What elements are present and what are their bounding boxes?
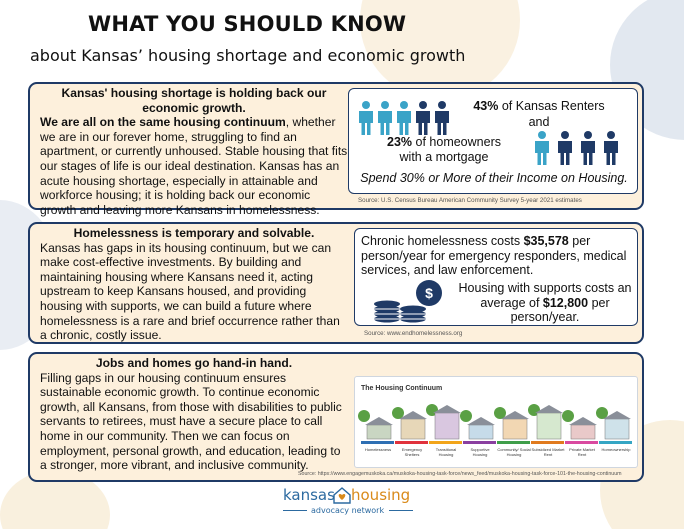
coin-stack-icon: [373, 279, 453, 323]
jobs-homes-panel: [28, 352, 644, 482]
person-icon: [435, 101, 449, 135]
supports-cost-text: [455, 281, 635, 325]
chronic-pre: Chronic homelessness costs: [361, 234, 524, 248]
house-icon: [392, 407, 427, 439]
heart-house-icon: [332, 485, 352, 505]
house-icon: [562, 410, 597, 439]
person-icon: [604, 131, 618, 165]
continuum-label: Community/ Social Housing: [497, 447, 531, 457]
spend-stat: Spend 30% or More of their Income on Housing.: [360, 171, 628, 185]
person-icon: [359, 101, 373, 135]
person-icon: [535, 131, 549, 165]
person-icon: [581, 131, 595, 165]
chronic-cost-text: [361, 234, 633, 278]
house-icon: [460, 410, 495, 439]
chronic-amount: $35,578: [523, 234, 569, 248]
continuum-label: Subsidized Market Rent: [531, 447, 565, 457]
supports-post: per person/year.: [510, 295, 610, 324]
renters-percent: 43%: [473, 99, 499, 113]
continuum-segment: [395, 441, 428, 444]
continuum-segment: [429, 441, 462, 444]
renters-person-icons: [359, 101, 449, 135]
person-icon: [558, 131, 572, 165]
continuum-segment: [463, 441, 496, 444]
continuum-label: Supportive Housing: [470, 447, 490, 457]
census-source: Source: U.S. Census Bureau American Community Survey 5-year 2021 estimates: [358, 197, 582, 204]
house-icon: [528, 404, 563, 439]
continuum-segment: [565, 441, 598, 444]
renters-stat: [449, 99, 629, 114]
and-text: and: [528, 115, 550, 129]
homelessness-text: [40, 226, 348, 343]
section-body: Filling gaps in our housing continuum ensures sustainable economic growth. To continue economic growth, all Kansans, from those with disabilities to public servants to retirees, must have a secure place to call home in our community. Then we can focus on employment, personal growth, and education, leading to a stronger, more vibrant, and inclusive community.: [40, 370, 342, 473]
person-icon: [378, 101, 392, 135]
supports-amount: $12,800: [542, 295, 589, 310]
page-title: WHAT YOU SHOULD KNOW: [88, 12, 407, 36]
renters-label: of Kansas Renters: [498, 99, 605, 113]
section-heading: Jobs and homes go hand-in hand.: [95, 356, 293, 370]
section-body: , whether we are in our forever home, struggling to find an apartment, or currently unhoused. Stable housing that fits our stages of life is our ideal destination. Kansas has an acute housing shortage, especially in attainable and workforce housing; it is holding back our economic growth and leaving more Kansans in homelessness.: [40, 115, 348, 217]
logo-right-word: housing: [351, 486, 411, 504]
owners-person-icons: [535, 131, 618, 165]
continuum-source: Source: https://www.engagemuskoka.ca/muskoka-housing-task-force/news_feed/muskoka-housing-task-force-101-the-housing-continuum: [298, 471, 622, 477]
cost-comparison-card: [354, 228, 638, 326]
housing-continuum-image: [354, 376, 638, 468]
owners-stat: [369, 135, 519, 150]
person-icon: [416, 101, 430, 135]
continuum-label: Private Market Rent: [569, 447, 595, 457]
continuum-label: Homeownership: [601, 447, 631, 452]
kansas-housing-logo: [283, 486, 413, 526]
house-icon: [426, 404, 461, 439]
owners-stat-line2: with a mortgage: [399, 150, 489, 164]
house-icon: [494, 407, 529, 439]
jobs-homes-text: [40, 356, 348, 473]
endhomelessness-source: Source: www.endhomelessness.org: [364, 330, 463, 337]
continuum-bar: [361, 441, 632, 444]
continuum-segment: [361, 441, 394, 444]
cost-burden-card: [348, 88, 638, 194]
section-heading: Kansas' housing shortage is holding back our economic growth.: [61, 86, 327, 115]
continuum-label: Emergency Shelters: [401, 447, 423, 457]
continuum-houses: [358, 404, 631, 439]
homelessness-panel: [28, 222, 644, 344]
chronic-post: per person/year for emergency responders, medical services, and law enforcement.: [361, 234, 627, 277]
section-heading: Homelessness is temporary and solvable.: [73, 226, 315, 240]
continuum-segment: [497, 441, 530, 444]
owners-percent: 23%: [387, 135, 413, 149]
housing-shortage-panel: [28, 82, 644, 217]
supports-pre: Housing with supports costs an average of: [458, 281, 632, 310]
logo-divider: [389, 510, 413, 511]
section-body: Kansas has gaps in its housing continuum, but we can make cost-effective investments. By building and maintaining housing where Kansans need it, acting upstream to keep Kansans housed, and providing housing with supports, we can build a future where homelessness is a rare and brief occurrence rather than a chronic, costly issue.: [40, 240, 340, 343]
person-icon: [397, 101, 411, 135]
lead-bold: We are all on the same housing continuum: [40, 115, 286, 130]
logo-left-word: kansas: [283, 486, 335, 504]
logo-divider: [283, 510, 307, 511]
housing-continuum-graphic: [355, 377, 639, 469]
page-subtitle: about Kansas’ housing shortage and economic growth: [30, 46, 466, 65]
owners-label: of homeowners: [412, 135, 501, 149]
logo-subtitle: advocacy network: [311, 506, 385, 515]
continuum-segment: [531, 441, 564, 444]
continuum-title: The Housing Continuum: [361, 385, 443, 392]
continuum-label: Homelessness: [364, 447, 392, 452]
continuum-label: Transitional Housing: [435, 447, 457, 457]
dollar-coin-icon: $: [425, 285, 433, 301]
housing-shortage-text: [40, 86, 348, 217]
continuum-segment: [599, 441, 632, 444]
house-icon: [358, 410, 393, 439]
house-icon: [596, 407, 631, 439]
continuum-labels: [365, 447, 631, 457]
